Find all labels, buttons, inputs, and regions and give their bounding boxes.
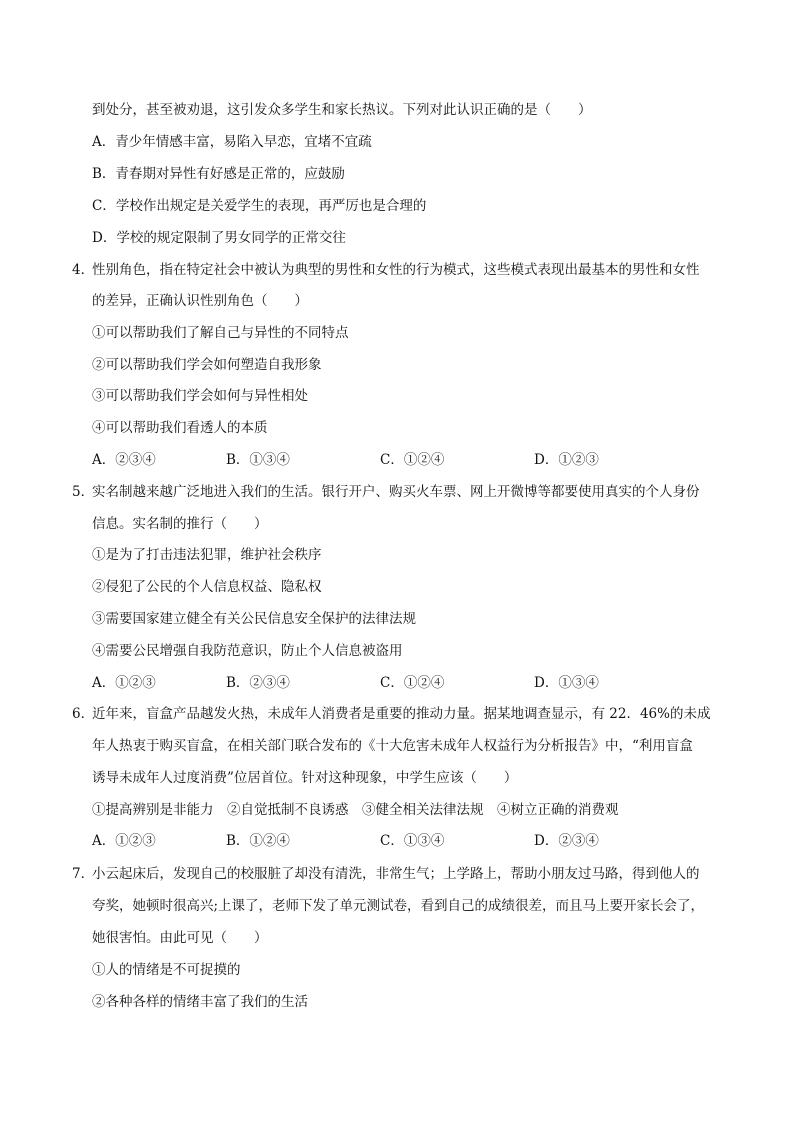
q6-stem-line-3: 诱导未成年人过度消费”位居首位。针对这种现象，中学生应该（ ）: [92, 770, 518, 786]
q6-options: [92, 831, 692, 851]
q3-stem-tail: 到处分，甚至被劝退，这引发众多学生和家长热议。下列对此认识正确的是（ ）: [92, 102, 592, 118]
q4-options: [92, 450, 692, 470]
q4-option-d: D．①②③: [534, 452, 599, 468]
q5-option-b: B．②③④: [226, 675, 290, 691]
q6-stem-line-1: 近年来，盲盒产品越发火热，未成年人消费者是重要的推动力量。据某地调查显示，有 22．46%的未成: [92, 706, 711, 722]
q6-option-b: B．①②④: [226, 833, 290, 849]
q7-number: 7．: [72, 866, 95, 882]
q4-number: 4．: [72, 262, 95, 278]
q6-statements: ①提高辨别是非能力 ②自觉抵制不良诱惑 ③健全相关法律法规 ④树立正确的消费观: [92, 802, 619, 818]
q6-option-a: A．①②③: [92, 833, 156, 849]
q4-option-a: A．②③④: [92, 452, 156, 468]
q7-statement-1: ①人的情绪是不可捉摸的: [92, 962, 241, 978]
q7-stem-line-2: 夸奖，她顿时很高兴;上课了，老师下发了单元测试卷，看到自己的成绩很差，而且马上要开家长会了，: [92, 898, 705, 914]
q5-option-c: C．①②④: [380, 675, 445, 691]
q5-statement-1: ①是为了打击违法犯罪，维护社会秩序: [92, 547, 322, 563]
q4-option-b: B．①③④: [226, 452, 290, 468]
q4-stem-line-1: 性别角色，指在特定社会中被认为典型的男性和女性的行为模式，这些模式表现出最基本的男性和女性: [92, 262, 700, 278]
q5-option-a: A．①②③: [92, 675, 156, 691]
q7-statement-2: ②各种各样的情绪丰富了我们的生活: [92, 994, 308, 1010]
q5-number: 5．: [72, 484, 95, 500]
q4-statement-3: ③可以帮助我们学会如何与异性相处: [92, 388, 308, 404]
q3-option-b: B．青春期对异性有好感是正常的，应鼓励: [92, 166, 345, 182]
q7-stem-line-1: 小云起床后，发现自己的校服脏了却没有清洗，非常生气；上学路上，帮助小朋友过马路，得到他人的: [92, 866, 700, 882]
q4-statement-1: ①可以帮助我们了解自己与异性的不同特点: [92, 325, 349, 341]
q5-stem-line-2: 信息。实名制的推行（ ）: [92, 516, 268, 532]
q5-statement-3: ③需要国家建立健全有关公民信息安全保护的法律法规: [92, 611, 416, 627]
q5-statement-4: ④需要公民增强自我防范意识，防止个人信息被盗用: [92, 643, 403, 659]
q4-stem-line-2: 的差异，正确认识性别角色（ ）: [92, 293, 308, 309]
q5-option-d: D．①③④: [534, 675, 599, 691]
q6-option-d: D．②③④: [534, 833, 599, 849]
q4-statement-4: ④可以帮助我们看透人的本质: [92, 420, 268, 436]
q4-statement-2: ②可以帮助我们学会如何塑造自我形象: [92, 357, 322, 373]
q4-option-c: C．①②④: [380, 452, 445, 468]
q5-statement-2: ②侵犯了公民的个人信息权益、隐私权: [92, 579, 322, 595]
q5-stem-line-1: 实名制越来越广泛地进入我们的生活。银行开户、购买火车票、网上开微博等都要使用真实的个人身份: [92, 484, 700, 500]
q7-stem-line-3: 她很害怕。由此可见（ ）: [92, 930, 268, 946]
q5-options: [92, 673, 692, 693]
q3-option-a: A．青少年情感丰富，易陷入早恋，宜堵不宜疏: [92, 134, 372, 150]
q6-stem-line-2: 年人热衷于购买盲盒，在相关部门联合发布的《十大危害未成年人权益行为分析报告》中，“利用盲盒: [92, 738, 693, 754]
q6-option-c: C．①③④: [380, 833, 445, 849]
q6-number: 6．: [72, 706, 95, 722]
q3-option-d: D．学校的规定限制了男女同学的正常交往: [92, 230, 346, 246]
q3-option-c: C．学校作出规定是关爱学生的表现，再严厉也是合理的: [92, 198, 427, 214]
